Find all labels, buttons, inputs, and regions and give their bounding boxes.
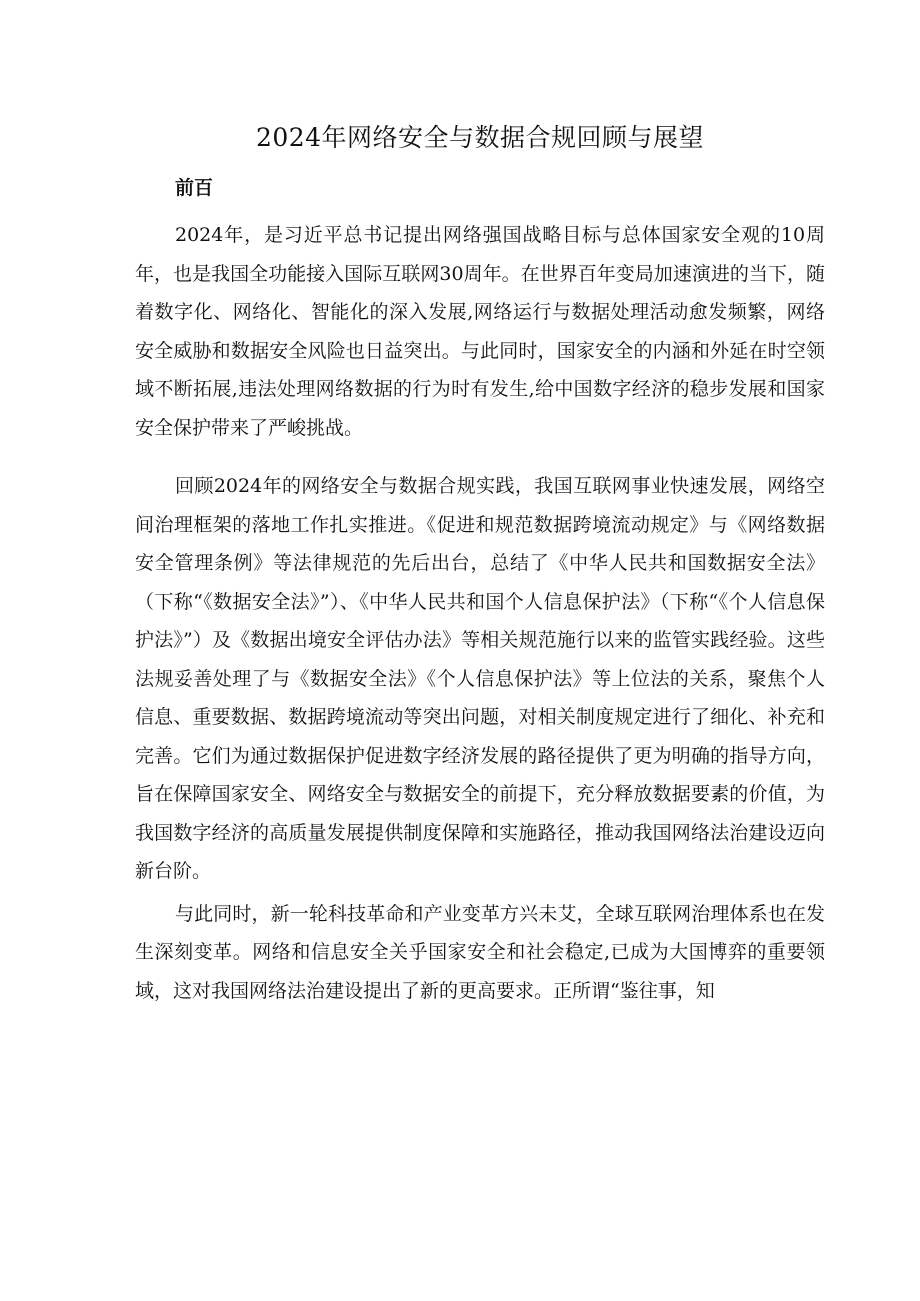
- section-heading: 前百: [175, 177, 214, 199]
- paragraph-1: 2024年，是习近平总书记提出网络强国战略目标与总体国家安全观的10周年，也是我国全功能接入国际互联网30周年。在世界百年变局加速演进的当下，随着数字化、网络化、智能化的深入发展,网络运行与数据处理活动愈发频繁，网络安全威胁和数据安全风险也日益突出。与此同时，国家安全的内涵和外延在时空领域不断拓展,违法处理网络数据的行为时有发生,给中国数字经济的稳步发展和国家安全保护带来了严峻挑战。: [135, 224, 825, 439]
- paragraph-2: 回顾2024年的网络安全与数据合规实践，我国互联网事业快速发展，网络空间治理框架的落地工作扎实推进。《促进和规范数据跨境流动规定》与《网络数据安全管理条例》等法律规范的先后出台，总结了《中华人民共和国数据安全法》（下称“《数据安全法》”）、《中华人民共和国个人信息保护法》（下称“《个人信息保护法》”）及《数据出境安全评估办法》等相关规范施行以来的监管实践经验。这些法规妥善处理了与《数据安全法》《个人信息保护法》等上位法的关系，聚焦个人信息、重要数据、数据跨境流动等突出问题，对相关制度规定进行了细化、补充和完善。它们为通过数据保护促进数字经济发展的路径提供了更为明确的指导方向，旨在保障国家安全、网络安全与数据安全的前提下，充分释放数据要素的价值，为我国数字经济的高质量发展提供制度保障和实施路径，推动我国网络法治建设迈向新台阶。: [135, 475, 825, 882]
- document-title: 2024年网络安全与数据合规回顾与展望: [255, 123, 705, 152]
- paragraph-3: 与此同时，新一轮科技革命和产业变革方兴未艾，全球互联网治理体系也在发生深刻变革。网络和信息安全关乎国家安全和社会稳定,已成为大国博弈的重要领域，这对我国网络法治建设提出了新的更高要求。正所谓“鉴往事，知: [135, 902, 825, 1002]
